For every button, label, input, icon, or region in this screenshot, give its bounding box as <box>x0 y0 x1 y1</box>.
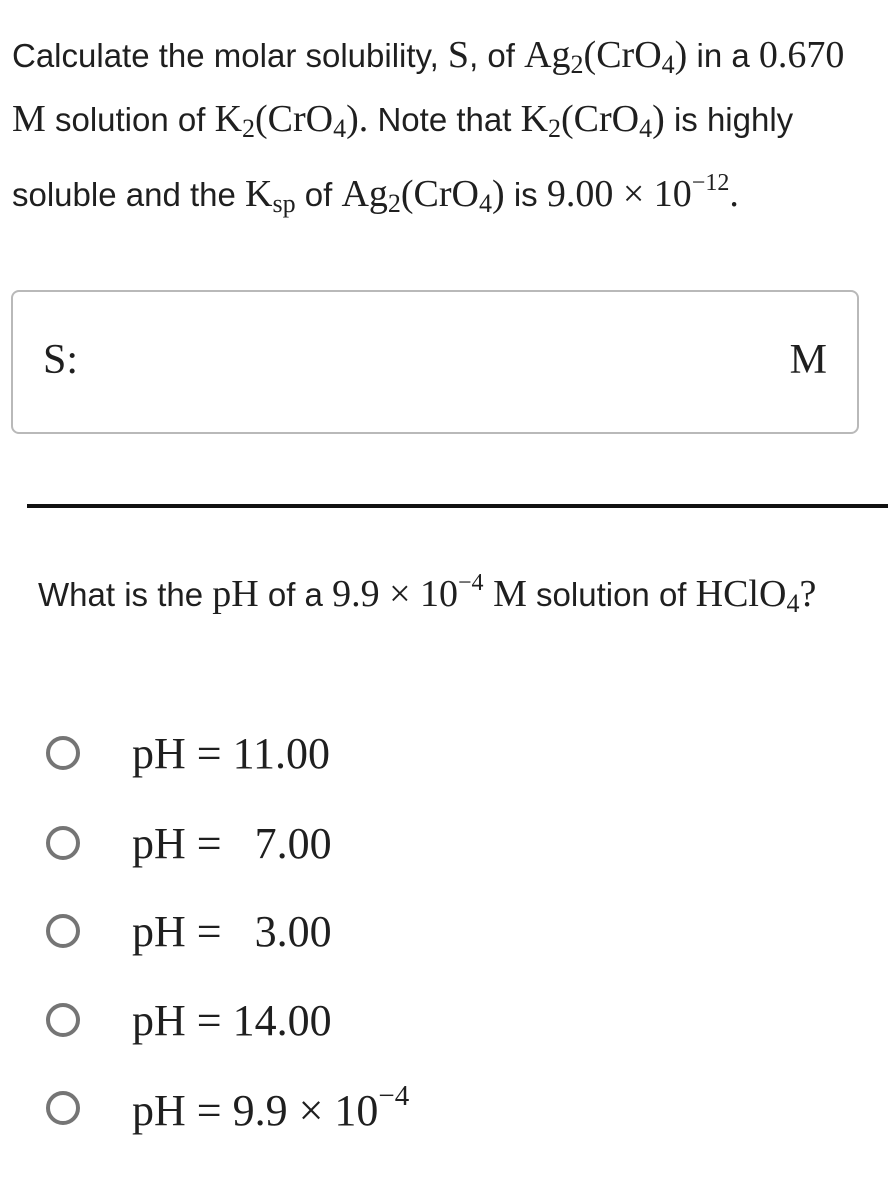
question-2-text: What is the pH of a $9.9 \times 10^{-4}$ M solution of HClO4? <box>38 570 817 618</box>
option-ph-7[interactable] <box>46 808 646 878</box>
option-label: pH = 11.00 <box>132 728 330 778</box>
answer-label: S: <box>43 337 79 383</box>
radio-icon[interactable] <box>46 736 80 770</box>
radio-icon[interactable] <box>46 1003 80 1037</box>
option-ph-9-9e-4[interactable] <box>46 1073 646 1143</box>
option-label: pH = 3.00 <box>132 906 332 956</box>
option-label: pH = 14.00 <box>132 995 332 1045</box>
radio-icon[interactable] <box>46 826 80 860</box>
option-ph-11[interactable] <box>46 718 646 788</box>
section-divider <box>27 504 888 508</box>
answer-unit: M <box>789 337 827 383</box>
option-label: pH = $9.9 \times 10^{-4}$ <box>132 1080 410 1135</box>
option-ph-3[interactable] <box>46 896 646 966</box>
radio-icon[interactable] <box>46 1091 80 1125</box>
question-1-text: Calculate the molar solubility, S, of Ag2(CrO4) in a 0.670 M solution of K2(CrO4). Note that K2(CrO4) is highly soluble and the Ksp of Ag2(CrO4) is $9.00 \times 10^{-12}$. <box>12 34 845 218</box>
solubility-input[interactable] <box>105 322 769 404</box>
radio-icon[interactable] <box>46 914 80 948</box>
option-label: pH = 7.00 <box>132 818 332 868</box>
option-ph-14[interactable] <box>46 985 646 1055</box>
answer-box <box>11 290 859 434</box>
